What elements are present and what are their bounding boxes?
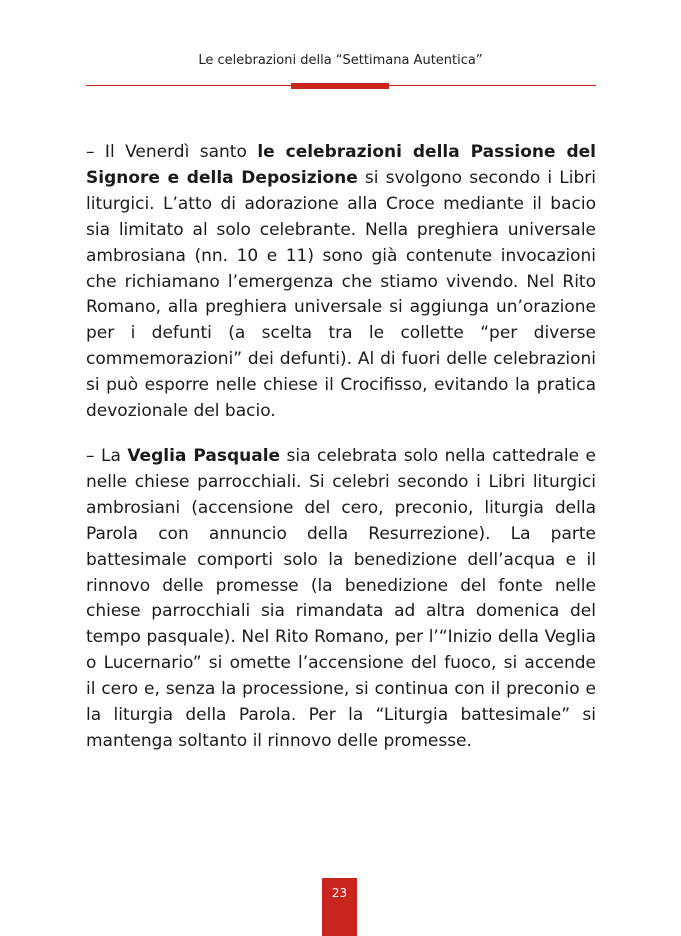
page-number: 23 [322, 878, 357, 936]
paragraph-text: – Il Venerdì santo [86, 142, 258, 162]
paragraph-text: sia celebrata solo nella cattedrale e nelle chiese parrocchiali. Si celebri secondo i Libri liturgici ambrosiani (accensione del cero, preconio, liturgia della Parola con annuncio della Resurrezione). La parte battesimale comporti solo la benedizione dell’acqua e il rinnovo delle promesse (la benedizione del fonte nelle chiese parrocchiali sia rimandata ad altra domenica del tempo pasquale). Nel Rito Romano, per l’“Inizio della Veglia o Lucernario” si omette l’accensione del fuoco, si accende il cero e, senza la processione, si continua con il preconio e la liturgia della Parola. Per la “Liturgia battesimale” si mantenga soltanto il rinnovo delle promesse. [86, 446, 596, 751]
paragraph-venerdi-santo [86, 140, 596, 425]
paragraph-veglia-pasquale [86, 444, 596, 755]
paragraph-text: si svolgono secondo i Libri liturgici. L’atto di adorazione alla Croce mediante il bacio sia limitato al solo celebrante. Nella preghiera universale ambrosiana (nn. 10 e 11) sono già contenute invocazioni che richiamano l’emergenza che stiamo vivendo. Nel Rito Romano, alla preghiera universale si aggiunga un’orazione per i defunti (a scelta tra le collette “per diverse commemorazioni” dei defunti). Al di fuori delle celebrazioni si può esporre nelle chiese il Crocifisso, evitando la pratica devozionale del bacio. [86, 167, 596, 422]
header-accent-tab [291, 83, 389, 89]
header-title: Le celebrazioni della “Settimana Autentica” [198, 53, 483, 68]
bold-phrase: Veglia Pasquale [127, 446, 281, 466]
bold-phrase: le celebrazioni della Passione del Signore e della Deposizione [86, 142, 596, 188]
paragraph-text: – La [86, 446, 128, 466]
